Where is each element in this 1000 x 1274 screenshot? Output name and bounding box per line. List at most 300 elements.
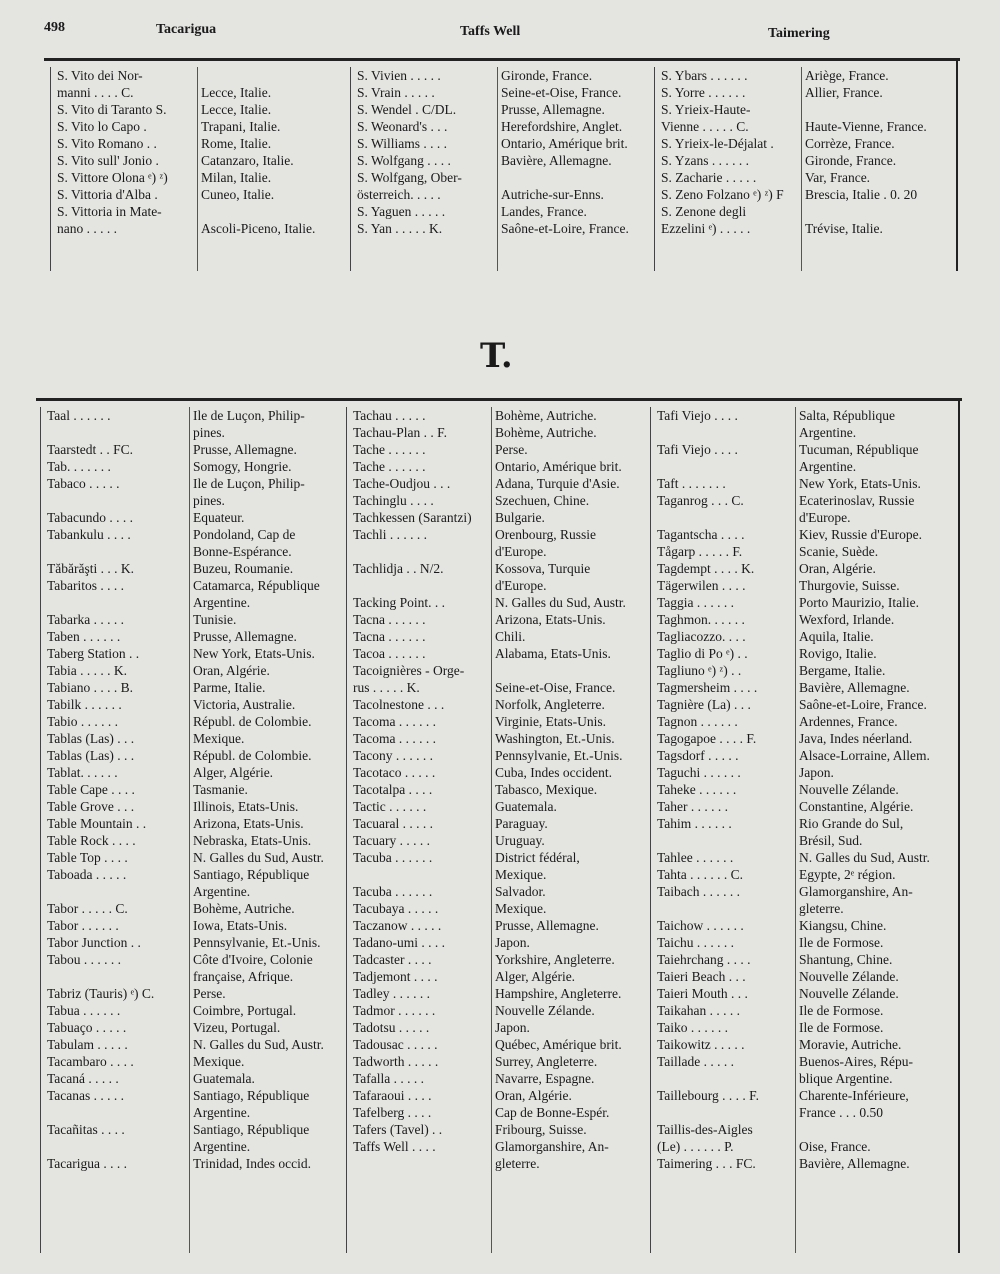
- entry-row: [41, 509, 343, 526]
- entry-row: [41, 917, 343, 934]
- place-location: Ecaterinoslav, Russie: [799, 493, 915, 508]
- place-location: pines.: [193, 493, 225, 508]
- place-location: Trévise, Italie.: [805, 221, 883, 236]
- place-name: Tabilk . . . . . .: [47, 697, 122, 712]
- entry-row: [41, 1036, 343, 1053]
- place-location: Bavière, Allemagne.: [799, 680, 910, 695]
- place-location: Brescia, Italie . 0. 20: [805, 187, 918, 202]
- place-name: Tache . . . . . .: [353, 459, 426, 474]
- entry-row: [41, 1121, 343, 1138]
- place-location: Egypte, 2ᵉ région.: [799, 867, 896, 882]
- place-location: Moravie, Autriche.: [799, 1037, 902, 1052]
- place-location: Mexique.: [495, 901, 547, 916]
- entry-row: [41, 543, 343, 560]
- place-name: Tabor . . . . . .: [47, 918, 119, 933]
- place-name: S. Vito lo Capo .: [57, 119, 147, 134]
- entry-row: [41, 475, 343, 492]
- place-name: S. Yorre . . . . . .: [661, 85, 746, 100]
- place-location: Saône-et-Loire, France.: [799, 697, 927, 712]
- entry-row: [351, 84, 651, 101]
- place-location: Bergame, Italie.: [799, 663, 886, 678]
- entry-row: [651, 900, 959, 917]
- entry-row: [347, 730, 647, 747]
- place-location: Rome, Italie.: [201, 136, 272, 151]
- entry-row: [41, 815, 343, 832]
- place-name: Tacambaro . . . .: [47, 1054, 134, 1069]
- entry-row: [347, 713, 647, 730]
- place-location: Kiev, Russie d'Europe.: [799, 527, 923, 542]
- place-location: Oran, Algérie.: [799, 561, 876, 576]
- place-location: Prusse, Allemagne.: [501, 102, 605, 117]
- entry-row: [651, 832, 959, 849]
- entry-row: [347, 424, 647, 441]
- place-name: Tagsdorf . . . . .: [657, 748, 739, 763]
- place-location: Argentine.: [193, 595, 251, 610]
- entry-row: [41, 968, 343, 985]
- place-name: Tadley . . . . . .: [353, 986, 431, 1001]
- entry-row: [655, 84, 957, 101]
- entry-row: [41, 798, 343, 815]
- entry-row: [347, 492, 647, 509]
- entry-row: [41, 1138, 343, 1155]
- place-location: Alabama, Etats-Unis.: [495, 646, 611, 661]
- place-location: Cuneo, Italie.: [201, 187, 275, 202]
- place-location: Bohème, Autriche.: [193, 901, 295, 916]
- place-location: Var, France.: [805, 170, 871, 185]
- place-location: Surrey, Angleterre.: [495, 1054, 598, 1069]
- header-left-word: Tacarigua: [156, 22, 217, 37]
- place-location: Seine-et-Oise, France.: [501, 85, 622, 100]
- place-location: Uruguay.: [495, 833, 545, 848]
- place-location: Nouvelle Zélande.: [799, 782, 899, 797]
- main-entries-block: [36, 398, 962, 1253]
- place-name: Taieri Mouth . . .: [657, 986, 748, 1001]
- place-name: Tacuba . . . . . .: [353, 884, 433, 899]
- place-location: Kossova, Turquie: [495, 561, 591, 576]
- place-name: Tăbărăşti . . . K.: [47, 561, 134, 576]
- entry-row: [347, 798, 647, 815]
- header-right-word: Taimering: [768, 26, 830, 41]
- place-name: S. Zacharie . . . . .: [661, 170, 757, 185]
- entry-row: [651, 628, 959, 645]
- place-location: Vizeu, Portugal.: [193, 1020, 281, 1035]
- place-location: Parme, Italie.: [193, 680, 266, 695]
- entry-row: [351, 118, 651, 135]
- entry-row: [651, 424, 959, 441]
- entry-row: [347, 764, 647, 781]
- place-name: S. Zenone degli: [661, 204, 747, 219]
- place-name: S. Vittoria in Mate-: [57, 204, 162, 219]
- place-location: Lecce, Italie.: [201, 85, 272, 100]
- entry-row: [651, 951, 959, 968]
- place-name: S. Vito sull' Jonio .: [57, 153, 159, 168]
- entry-row: [655, 169, 957, 186]
- section-letter: T.: [480, 336, 513, 376]
- entry-row: [651, 1053, 959, 1070]
- place-location: Constantine, Algérie.: [799, 799, 914, 814]
- entry-row: [41, 1070, 343, 1087]
- entry-row: [651, 611, 959, 628]
- place-location: Thurgovie, Suisse.: [799, 578, 900, 593]
- place-name: Ezzelini ᵉ) . . . . .: [661, 221, 751, 236]
- entry-row: [651, 1121, 959, 1138]
- place-name: Taillebourg . . . . F.: [657, 1088, 759, 1103]
- place-name: Taal . . . . . .: [47, 408, 111, 423]
- entry-row: [651, 1087, 959, 1104]
- place-name: Taggia . . . . . .: [657, 595, 735, 610]
- entry-row: [41, 1087, 343, 1104]
- entry-row: [41, 560, 343, 577]
- place-name: Tahta . . . . . . C.: [657, 867, 744, 882]
- place-name: Tablat. . . . . .: [47, 765, 118, 780]
- place-name: Taikahan . . . . .: [657, 1003, 741, 1018]
- entry-row: [41, 900, 343, 917]
- entry-row: [651, 730, 959, 747]
- entry-row: [347, 934, 647, 951]
- place-location: Nebraska, Etats-Unis.: [193, 833, 312, 848]
- place-name: Tacuaral . . . . .: [353, 816, 434, 831]
- place-name: S. Wolfgang, Ober-: [357, 170, 462, 185]
- place-name: Taiehrchang . . . .: [657, 952, 751, 967]
- place-location: Nouvelle Zélande.: [799, 969, 899, 984]
- place-name: Tacotaco . . . . .: [353, 765, 436, 780]
- entry-row: [41, 832, 343, 849]
- column-rule-right: [958, 401, 960, 1253]
- place-location: Saône-et-Loire, France.: [501, 221, 629, 236]
- place-name: manni . . . . C.: [57, 85, 134, 100]
- place-name: Tahim . . . . . .: [657, 816, 732, 831]
- place-location: Orenbourg, Russie: [495, 527, 596, 542]
- place-location: Santiago, République: [193, 867, 310, 882]
- place-location: Ontario, Amérique brit.: [495, 459, 622, 474]
- place-location: d'Europe.: [495, 578, 547, 593]
- place-location: Tunisie.: [193, 612, 237, 627]
- place-name: Tafi Viejo . . . .: [657, 442, 738, 457]
- place-location: Buenos-Aires, Répu-: [799, 1054, 913, 1069]
- place-location: Santiago, République: [193, 1122, 310, 1137]
- place-location: Perse.: [495, 442, 528, 457]
- place-name: S. Wolfgang . . . .: [357, 153, 451, 168]
- place-name: Tabankulu . . . .: [47, 527, 131, 542]
- entry-row: [347, 849, 647, 866]
- entry-row: [347, 917, 647, 934]
- entry-row: [651, 934, 959, 951]
- place-location: Oran, Algérie.: [495, 1088, 572, 1103]
- place-name: Tab. . . . . . .: [47, 459, 111, 474]
- entry-row: [651, 407, 959, 424]
- place-name: Taimering . . . FC.: [657, 1156, 756, 1171]
- entry-row: [651, 713, 959, 730]
- place-name: Tacaná . . . . .: [47, 1071, 119, 1086]
- entry-row: [651, 968, 959, 985]
- place-name: Tachau . . . . .: [353, 408, 426, 423]
- entry-row: [651, 917, 959, 934]
- place-name: Taguchi . . . . . .: [657, 765, 741, 780]
- entry-row: [41, 1053, 343, 1070]
- entry-row: [347, 1019, 647, 1036]
- place-location: Alger, Algérie.: [193, 765, 274, 780]
- place-name: Taghmon. . . . . .: [657, 612, 745, 627]
- place-name: Tagliacozzo. . . .: [657, 629, 746, 644]
- place-location: d'Europe.: [799, 510, 851, 525]
- place-name: Tagantscha . . . .: [657, 527, 745, 542]
- place-location: Shantung, Chine.: [799, 952, 893, 967]
- place-location: Mexique.: [495, 867, 547, 882]
- place-name: Tacubaya . . . . .: [353, 901, 439, 916]
- place-location: Salvador.: [495, 884, 546, 899]
- entry-row: [51, 84, 347, 101]
- place-location: Adana, Turquie d'Asie.: [495, 476, 620, 491]
- entry-row: [651, 458, 959, 475]
- place-name: Taichow . . . . . .: [657, 918, 744, 933]
- place-name: S. Vittore Olona ᵉ) ᶻ): [57, 170, 168, 185]
- entry-row: [41, 696, 343, 713]
- place-location: Pennsylvanie, Et.-Unis.: [193, 935, 321, 950]
- entry-row: [41, 985, 343, 1002]
- entry-row: [655, 152, 957, 169]
- place-location: Equateur.: [193, 510, 245, 525]
- entry-row: [41, 866, 343, 883]
- place-name: Taft . . . . . . .: [657, 476, 726, 491]
- entry-row: [655, 203, 957, 220]
- entry-row: [651, 866, 959, 883]
- place-location: Pondoland, Cap de: [193, 527, 296, 542]
- entry-row: [51, 186, 347, 203]
- place-location: Coimbre, Portugal.: [193, 1003, 297, 1018]
- place-name: Tachli . . . . . .: [353, 527, 428, 542]
- place-name: Tafalla . . . . .: [353, 1071, 425, 1086]
- place-name: S. Vito Romano . .: [57, 136, 157, 151]
- place-name: Tabaco . . . . .: [47, 476, 120, 491]
- entry-row: [651, 441, 959, 458]
- entry-row: [347, 1002, 647, 1019]
- place-location: Buzeu, Roumanie.: [193, 561, 294, 576]
- entry-row: [651, 662, 959, 679]
- place-name: Tacoma . . . . . .: [353, 714, 437, 729]
- place-name: Tacarigua . . . .: [47, 1156, 128, 1171]
- place-name: Tacony . . . . . .: [353, 748, 434, 763]
- place-location: Ardennes, France.: [799, 714, 898, 729]
- entry-row: [41, 492, 343, 509]
- place-location: Bohème, Autriche.: [495, 408, 597, 423]
- entry-row: [347, 781, 647, 798]
- entry-row: [347, 679, 647, 696]
- entry-row: [347, 441, 647, 458]
- place-location: Santiago, République: [193, 1088, 310, 1103]
- place-location: Chili.: [495, 629, 526, 644]
- entry-row: [347, 611, 647, 628]
- entry-row: [651, 1036, 959, 1053]
- place-name: Tacna . . . . . .: [353, 612, 426, 627]
- place-name: Tablas (Las) . . .: [47, 748, 135, 763]
- place-name: Tabriz (Tauris) ᵉ) C.: [47, 986, 155, 1001]
- place-location: Autriche-sur-Enns.: [501, 187, 604, 202]
- place-location: Victoria, Australie.: [193, 697, 296, 712]
- place-name: Tabuaço . . . . .: [47, 1020, 127, 1035]
- entry-row: [351, 101, 651, 118]
- place-name: Tacuary . . . . .: [353, 833, 431, 848]
- place-location: Charente-Inférieure,: [799, 1088, 909, 1103]
- place-location: Nouvelle Zélande.: [495, 1003, 595, 1018]
- place-name: Tagmersheim . . . .: [657, 680, 758, 695]
- place-name: Tachkessen (Sarantzi): [353, 510, 472, 525]
- place-location: Perse.: [193, 986, 226, 1001]
- place-name: Table Cape . . . .: [47, 782, 135, 797]
- entry-row: [351, 152, 651, 169]
- entry-row: [41, 662, 343, 679]
- entry-row: [651, 798, 959, 815]
- place-name: Tadjemont . . . .: [353, 969, 438, 984]
- place-name: Tabacundo . . . .: [47, 510, 134, 525]
- entry-row: [651, 1070, 959, 1087]
- entry-row: [41, 764, 343, 781]
- place-location: Prusse, Allemagne.: [193, 629, 297, 644]
- place-location: pines.: [193, 425, 225, 440]
- entry-row: [347, 475, 647, 492]
- place-location: New York, Etats-Unis.: [799, 476, 921, 491]
- place-location: Ile de Formose.: [799, 1003, 884, 1018]
- place-name: Tadotsu . . . . .: [353, 1020, 430, 1035]
- place-name: Tafi Viejo . . . .: [657, 408, 738, 423]
- place-location: Bonne-Espérance.: [193, 544, 292, 559]
- entry-row: [655, 101, 957, 118]
- entry-row: [351, 135, 651, 152]
- place-name: Taibach . . . . . .: [657, 884, 741, 899]
- entry-row: [41, 594, 343, 611]
- place-location: Trinidad, Indes occid.: [193, 1156, 311, 1171]
- place-location: Mexique.: [193, 1054, 245, 1069]
- place-location: Gironde, France.: [501, 68, 593, 83]
- place-name: Taheke . . . . . .: [657, 782, 737, 797]
- entry-row: [51, 169, 347, 186]
- entry-row: [51, 118, 347, 135]
- place-location: gleterre.: [799, 901, 844, 916]
- place-name: Tafers (Tavel) . .: [353, 1122, 443, 1137]
- entry-row: [41, 407, 343, 424]
- entry-row: [347, 900, 647, 917]
- entry-row: [651, 1002, 959, 1019]
- place-name: Table Rock . . . .: [47, 833, 136, 848]
- entry-row: [51, 101, 347, 118]
- place-name: (Le) . . . . . . P.: [657, 1139, 734, 1154]
- place-location: Cuba, Indes occident.: [495, 765, 612, 780]
- entry-row: [41, 577, 343, 594]
- place-name: Tacanas . . . . .: [47, 1088, 125, 1103]
- entry-row: [347, 747, 647, 764]
- place-location: Ariège, France.: [805, 68, 889, 83]
- place-location: Républ. de Colombie.: [193, 714, 312, 729]
- header-center-word: Taffs Well: [460, 24, 521, 39]
- place-location: Kiangsu, Chine.: [799, 918, 887, 933]
- place-name: Tagliuno ᵉ) ᶻ) . .: [657, 663, 742, 678]
- place-name: Tabiano . . . . B.: [47, 680, 134, 695]
- place-name: Taffs Well . . . .: [353, 1139, 436, 1154]
- place-location: Washington, Et.-Unis.: [495, 731, 615, 746]
- place-location: Glamorganshire, An-: [799, 884, 913, 899]
- place-name: Tabulam . . . . .: [47, 1037, 128, 1052]
- place-location: Gironde, France.: [805, 153, 897, 168]
- place-location: New York, Etats-Unis.: [193, 646, 315, 661]
- place-name: Tacoignières - Orge-: [353, 663, 465, 678]
- entry-row: [41, 713, 343, 730]
- entry-row: [41, 1019, 343, 1036]
- place-location: Iowa, Etats-Unis.: [193, 918, 288, 933]
- place-name: Tabou . . . . . .: [47, 952, 122, 967]
- entry-row: [41, 747, 343, 764]
- place-location: Ile de Luçon, Philip-: [193, 408, 305, 423]
- place-name: Vienne . . . . . C.: [661, 119, 749, 134]
- entry-row: [347, 407, 647, 424]
- place-name: Tågarp . . . . . F.: [657, 544, 743, 559]
- place-name: Tabor . . . . . C.: [47, 901, 128, 916]
- place-location: N. Galles du Sud, Austr.: [495, 595, 626, 610]
- entry-row: [347, 951, 647, 968]
- place-location: Illinois, Etats-Unis.: [193, 799, 299, 814]
- place-name: Tafelberg . . . .: [353, 1105, 432, 1120]
- place-location: Brésil, Sud.: [799, 833, 863, 848]
- place-name: Tachinglu . . . .: [353, 493, 434, 508]
- entry-row: [347, 1087, 647, 1104]
- place-location: Lecce, Italie.: [201, 102, 272, 117]
- place-location: Argentine.: [799, 425, 857, 440]
- entry-row: [651, 509, 959, 526]
- entry-row: [351, 220, 651, 237]
- entry-row: [351, 67, 651, 84]
- entry-row: [41, 951, 343, 968]
- place-location: française, Afrique.: [193, 969, 294, 984]
- entry-row: [41, 628, 343, 645]
- place-location: Herefordshire, Anglet.: [501, 119, 623, 134]
- place-location: Salta, République: [799, 408, 895, 423]
- place-location: Nouvelle Zélande.: [799, 986, 899, 1001]
- entry-row: [51, 67, 347, 84]
- place-location: N. Galles du Sud, Austr.: [193, 1037, 324, 1052]
- place-name: Tadcaster . . . .: [353, 952, 432, 967]
- place-location: N. Galles du Sud, Austr.: [799, 850, 930, 865]
- place-name: Tabio . . . . . .: [47, 714, 119, 729]
- place-name: Table Top . . . .: [47, 850, 128, 865]
- entry-row: [51, 220, 347, 237]
- entry-row: [655, 118, 957, 135]
- place-location: Oran, Algérie.: [193, 663, 270, 678]
- place-name: Tacking Point. . .: [353, 595, 446, 610]
- place-location: Somogy, Hongrie.: [193, 459, 292, 474]
- place-name: Taberg Station . .: [47, 646, 140, 661]
- entry-row: [347, 832, 647, 849]
- place-name: Tache . . . . . .: [353, 442, 426, 457]
- place-location: Québec, Amérique brit.: [495, 1037, 622, 1052]
- place-name: österreich. . . . .: [357, 187, 441, 202]
- entry-row: [651, 1019, 959, 1036]
- entry-row: [41, 934, 343, 951]
- place-name: Taillade . . . . .: [657, 1054, 735, 1069]
- entry-row: [347, 1104, 647, 1121]
- entry-row: [651, 1104, 959, 1121]
- top-column-3: [654, 67, 957, 271]
- place-location: Bulgarie.: [495, 510, 545, 525]
- place-location: N. Galles du Sud, Austr.: [193, 850, 324, 865]
- place-name: Taczanow . . . . .: [353, 918, 442, 933]
- place-location: Rio Grande do Sul,: [799, 816, 904, 831]
- place-name: S. Ybars . . . . . .: [661, 68, 748, 83]
- place-location: Prusse, Allemagne.: [495, 918, 599, 933]
- place-location: Corrèze, France.: [805, 136, 895, 151]
- entry-row: [51, 152, 347, 169]
- entry-row: [347, 1121, 647, 1138]
- place-name: nano . . . . .: [57, 221, 117, 236]
- entry-row: [651, 815, 959, 832]
- place-location: Wexford, Irlande.: [799, 612, 895, 627]
